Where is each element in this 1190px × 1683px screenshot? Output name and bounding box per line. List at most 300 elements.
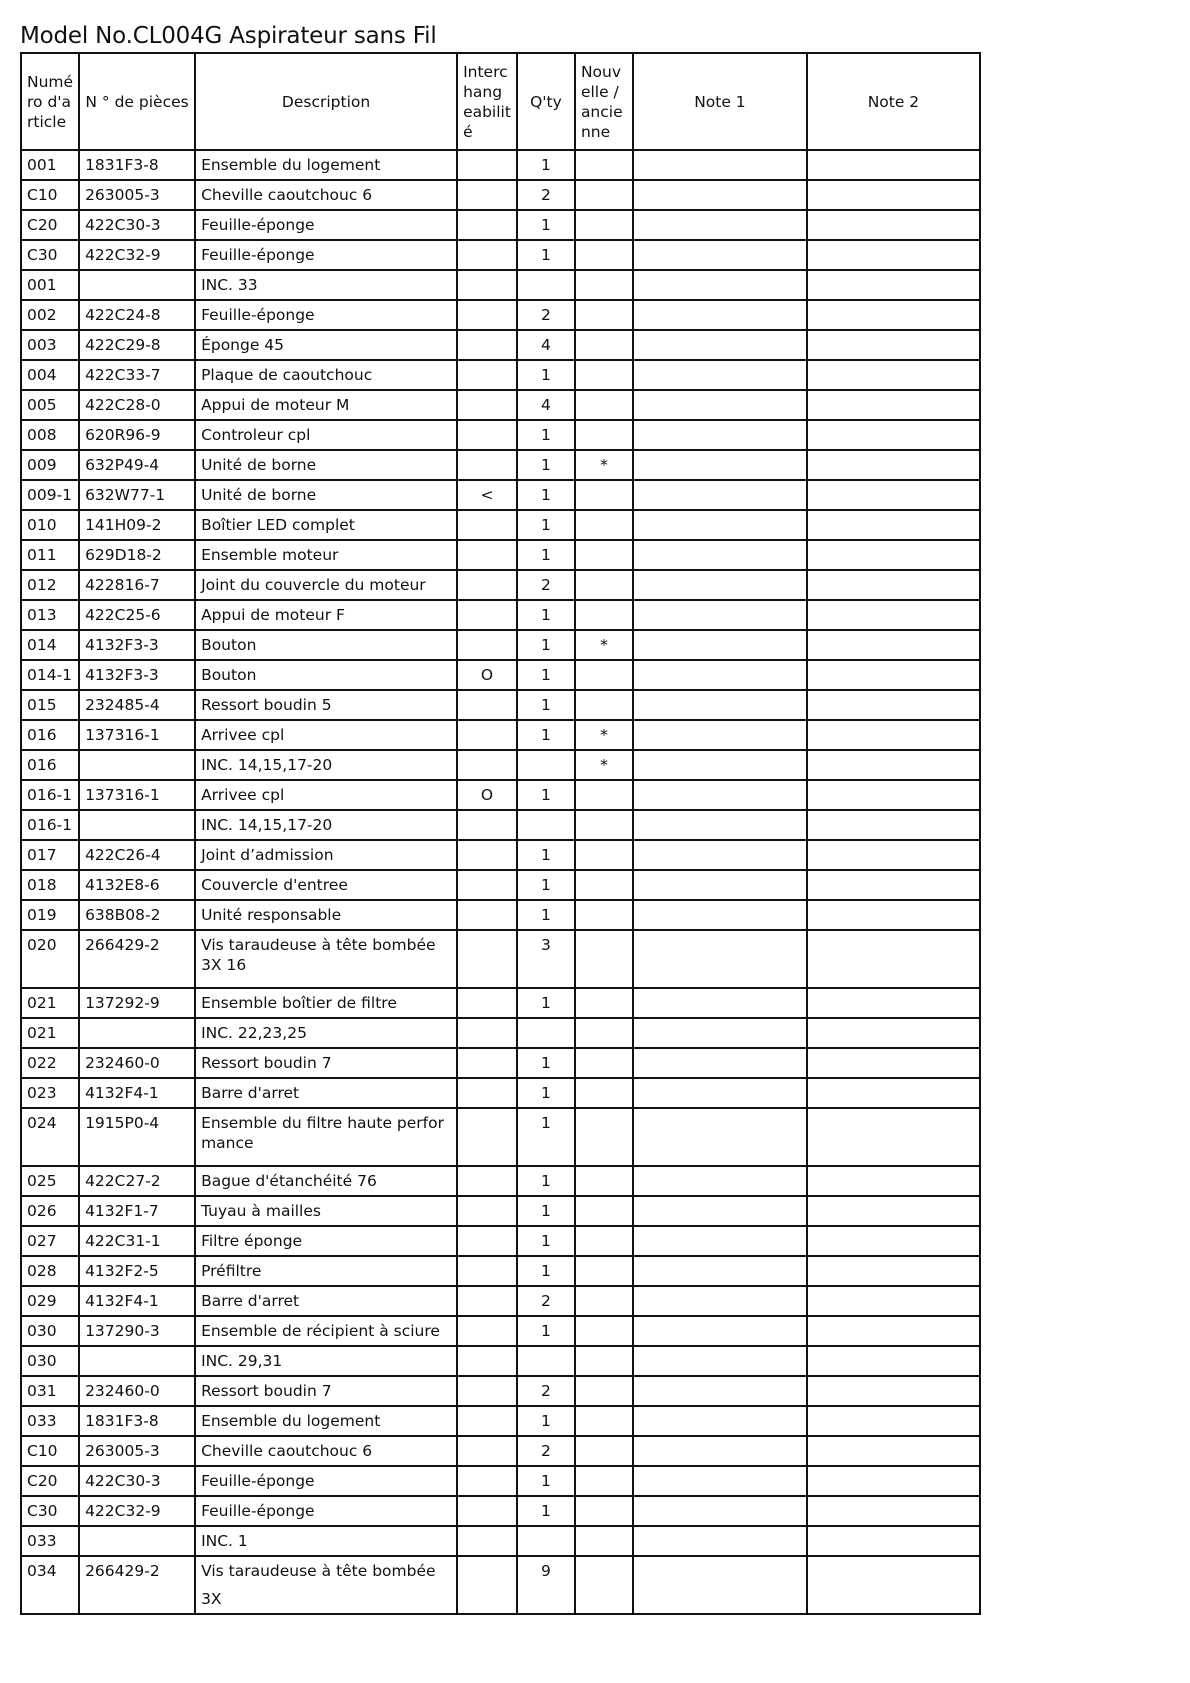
table-row xyxy=(21,720,980,750)
table-row xyxy=(21,510,980,540)
cell-note1 xyxy=(633,1078,807,1108)
cell-qty xyxy=(517,750,575,780)
table-row xyxy=(21,1108,980,1166)
cell-description: Appui de moteur M xyxy=(195,390,457,420)
header-interchangeability: Interc hang eabilit é xyxy=(457,53,517,150)
cell-new-old xyxy=(575,780,633,810)
cell-qty: 9 xyxy=(517,1556,575,1614)
cell-note1 xyxy=(633,270,807,300)
table-row xyxy=(21,780,980,810)
cell-note1 xyxy=(633,480,807,510)
cell-part-no: 422C32-9 xyxy=(79,240,195,270)
cell-qty: 1 xyxy=(517,1166,575,1196)
cell-qty: 1 xyxy=(517,1226,575,1256)
cell-description: Filtre éponge xyxy=(195,1226,457,1256)
cell-part-no xyxy=(79,750,195,780)
cell-description: Arrivee cpl xyxy=(195,780,457,810)
cell-item-no: 033 xyxy=(21,1406,79,1436)
table-row xyxy=(21,1256,980,1286)
cell-note2 xyxy=(807,450,980,480)
cell-item-no: 026 xyxy=(21,1196,79,1226)
table-row xyxy=(21,600,980,630)
cell-note1 xyxy=(633,330,807,360)
cell-qty: 2 xyxy=(517,180,575,210)
cell-new-old: * xyxy=(575,630,633,660)
cell-item-no: 014 xyxy=(21,630,79,660)
cell-note2 xyxy=(807,1346,980,1376)
cell-part-no: 137316-1 xyxy=(79,780,195,810)
cell-note2 xyxy=(807,720,980,750)
cell-new-old xyxy=(575,1166,633,1196)
table-row xyxy=(21,1466,980,1496)
cell-note2 xyxy=(807,1376,980,1406)
cell-new-old xyxy=(575,810,633,840)
header-note2: Note 2 xyxy=(807,53,980,150)
cell-item-no: 002 xyxy=(21,300,79,330)
cell-item-no: 030 xyxy=(21,1316,79,1346)
cell-interchangeability xyxy=(457,420,517,450)
header-new-old: Nouv elle / ancie nne xyxy=(575,53,633,150)
cell-note1 xyxy=(633,870,807,900)
table-row xyxy=(21,1196,980,1226)
cell-description: Ensemble boîtier de filtre xyxy=(195,988,457,1018)
cell-description: Joint d’admission xyxy=(195,840,457,870)
table-row xyxy=(21,300,980,330)
table-row xyxy=(21,630,980,660)
cell-interchangeability xyxy=(457,1166,517,1196)
cell-note1 xyxy=(633,1166,807,1196)
cell-description: Vis taraudeuse à tête bombée 3X 16 xyxy=(195,930,457,988)
table-row xyxy=(21,180,980,210)
cell-new-old xyxy=(575,1108,633,1166)
cell-qty: 2 xyxy=(517,1376,575,1406)
cell-qty: 2 xyxy=(517,570,575,600)
table-header-row xyxy=(21,53,980,150)
cell-note1 xyxy=(633,1018,807,1048)
cell-new-old xyxy=(575,1018,633,1048)
cell-item-no: 019 xyxy=(21,900,79,930)
cell-interchangeability: < xyxy=(457,480,517,510)
table-row xyxy=(21,1556,980,1614)
cell-item-no: 027 xyxy=(21,1226,79,1256)
cell-note1 xyxy=(633,1376,807,1406)
cell-interchangeability xyxy=(457,1556,517,1614)
cell-interchangeability xyxy=(457,1526,517,1556)
cell-note1 xyxy=(633,1286,807,1316)
cell-note1 xyxy=(633,1346,807,1376)
cell-item-no: 020 xyxy=(21,930,79,988)
cell-new-old xyxy=(575,420,633,450)
cell-qty: 1 xyxy=(517,1406,575,1436)
cell-note1 xyxy=(633,180,807,210)
cell-new-old xyxy=(575,930,633,988)
cell-description: Plaque de caoutchouc xyxy=(195,360,457,390)
cell-item-no: 024 xyxy=(21,1108,79,1166)
cell-interchangeability xyxy=(457,210,517,240)
cell-item-no: 029 xyxy=(21,1286,79,1316)
cell-part-no: 4132F1-7 xyxy=(79,1196,195,1226)
cell-qty: 1 xyxy=(517,720,575,750)
cell-description: Feuille-éponge xyxy=(195,1466,457,1496)
cell-description: Éponge 45 xyxy=(195,330,457,360)
cell-note2 xyxy=(807,1256,980,1286)
cell-description: Tuyau à mailles xyxy=(195,1196,457,1226)
cell-qty: 1 xyxy=(517,1196,575,1226)
cell-note1 xyxy=(633,1316,807,1346)
cell-qty: 1 xyxy=(517,900,575,930)
cell-note1 xyxy=(633,1526,807,1556)
cell-part-no: 4132F4-1 xyxy=(79,1286,195,1316)
cell-note1 xyxy=(633,1496,807,1526)
cell-new-old xyxy=(575,510,633,540)
cell-new-old xyxy=(575,1526,633,1556)
cell-qty: 1 xyxy=(517,1496,575,1526)
cell-description: Vis taraudeuse à tête bombée 3X xyxy=(195,1556,457,1614)
table-row xyxy=(21,1166,980,1196)
cell-qty xyxy=(517,1526,575,1556)
cell-interchangeability: O xyxy=(457,660,517,690)
cell-part-no: 141H09-2 xyxy=(79,510,195,540)
cell-qty: 1 xyxy=(517,780,575,810)
cell-part-no: 137316-1 xyxy=(79,720,195,750)
cell-qty: 1 xyxy=(517,1316,575,1346)
cell-new-old xyxy=(575,600,633,630)
cell-note2 xyxy=(807,750,980,780)
cell-interchangeability xyxy=(457,870,517,900)
cell-note1 xyxy=(633,1226,807,1256)
cell-note2 xyxy=(807,1496,980,1526)
cell-part-no: 632P49-4 xyxy=(79,450,195,480)
cell-part-no: 422816-7 xyxy=(79,570,195,600)
cell-interchangeability xyxy=(457,1108,517,1166)
table-row xyxy=(21,270,980,300)
cell-part-no: 232485-4 xyxy=(79,690,195,720)
cell-part-no xyxy=(79,1526,195,1556)
cell-new-old xyxy=(575,1196,633,1226)
cell-description: Bouton xyxy=(195,630,457,660)
cell-part-no xyxy=(79,810,195,840)
cell-description: Boîtier LED complet xyxy=(195,510,457,540)
cell-note1 xyxy=(633,988,807,1018)
cell-qty: 1 xyxy=(517,690,575,720)
cell-item-no: 009-1 xyxy=(21,480,79,510)
cell-new-old xyxy=(575,1346,633,1376)
cell-description: Bague d'étanchéité 76 xyxy=(195,1166,457,1196)
cell-item-no: 017 xyxy=(21,840,79,870)
cell-note1 xyxy=(633,1406,807,1436)
cell-qty: 1 xyxy=(517,420,575,450)
cell-interchangeability xyxy=(457,1406,517,1436)
cell-description: Ensemble moteur xyxy=(195,540,457,570)
cell-note2 xyxy=(807,1556,980,1614)
table-row xyxy=(21,330,980,360)
cell-item-no: 012 xyxy=(21,570,79,600)
cell-note1 xyxy=(633,510,807,540)
cell-note2 xyxy=(807,930,980,988)
cell-item-no: 016-1 xyxy=(21,780,79,810)
cell-part-no: 1831F3-8 xyxy=(79,1406,195,1436)
cell-note1 xyxy=(633,720,807,750)
cell-note1 xyxy=(633,540,807,570)
cell-note2 xyxy=(807,1406,980,1436)
cell-item-no: C10 xyxy=(21,1436,79,1466)
cell-note2 xyxy=(807,270,980,300)
cell-interchangeability xyxy=(457,180,517,210)
cell-description: Feuille-éponge xyxy=(195,240,457,270)
cell-description: Couvercle d'entree xyxy=(195,870,457,900)
cell-interchangeability xyxy=(457,330,517,360)
cell-note2 xyxy=(807,1078,980,1108)
cell-interchangeability xyxy=(457,1256,517,1286)
table-row xyxy=(21,1316,980,1346)
cell-item-no: 021 xyxy=(21,1018,79,1048)
cell-new-old xyxy=(575,540,633,570)
cell-interchangeability xyxy=(457,150,517,180)
table-row xyxy=(21,870,980,900)
cell-interchangeability xyxy=(457,240,517,270)
cell-description: Ressort boudin 7 xyxy=(195,1376,457,1406)
cell-description: Unité de borne xyxy=(195,450,457,480)
cell-qty: 1 xyxy=(517,840,575,870)
cell-note2 xyxy=(807,180,980,210)
cell-note2 xyxy=(807,780,980,810)
cell-part-no: 422C30-3 xyxy=(79,1466,195,1496)
cell-new-old xyxy=(575,1256,633,1286)
table-row xyxy=(21,1526,980,1556)
cell-item-no: C20 xyxy=(21,1466,79,1496)
cell-qty xyxy=(517,1018,575,1048)
header-note1: Note 1 xyxy=(633,53,807,150)
cell-new-old xyxy=(575,330,633,360)
cell-part-no: 422C32-9 xyxy=(79,1496,195,1526)
cell-note1 xyxy=(633,1436,807,1466)
cell-item-no: 018 xyxy=(21,870,79,900)
cell-new-old xyxy=(575,870,633,900)
cell-qty: 1 xyxy=(517,450,575,480)
cell-interchangeability xyxy=(457,630,517,660)
cell-note1 xyxy=(633,360,807,390)
cell-new-old xyxy=(575,150,633,180)
cell-item-no: 016-1 xyxy=(21,810,79,840)
cell-item-no: 025 xyxy=(21,1166,79,1196)
cell-part-no: 4132F3-3 xyxy=(79,630,195,660)
table-row xyxy=(21,240,980,270)
cell-interchangeability xyxy=(457,300,517,330)
cell-note2 xyxy=(807,1526,980,1556)
cell-description: Feuille-éponge xyxy=(195,1496,457,1526)
cell-part-no: 266429-2 xyxy=(79,1556,195,1614)
cell-qty xyxy=(517,810,575,840)
header-description: Description xyxy=(195,53,457,150)
cell-part-no: 422C29-8 xyxy=(79,330,195,360)
table-row xyxy=(21,900,980,930)
cell-qty xyxy=(517,270,575,300)
table-row xyxy=(21,1406,980,1436)
cell-part-no: 232460-0 xyxy=(79,1048,195,1078)
cell-interchangeability xyxy=(457,1196,517,1226)
cell-qty: 2 xyxy=(517,1286,575,1316)
cell-new-old xyxy=(575,1556,633,1614)
cell-note2 xyxy=(807,570,980,600)
cell-item-no: 023 xyxy=(21,1078,79,1108)
table-row xyxy=(21,660,980,690)
cell-qty: 1 xyxy=(517,1048,575,1078)
cell-interchangeability xyxy=(457,810,517,840)
cell-qty: 1 xyxy=(517,540,575,570)
cell-note2 xyxy=(807,540,980,570)
cell-note1 xyxy=(633,690,807,720)
cell-interchangeability xyxy=(457,690,517,720)
table-row xyxy=(21,750,980,780)
cell-qty: 1 xyxy=(517,1078,575,1108)
cell-item-no: 014-1 xyxy=(21,660,79,690)
cell-new-old xyxy=(575,570,633,600)
cell-note2 xyxy=(807,630,980,660)
cell-item-no: 005 xyxy=(21,390,79,420)
parts-table xyxy=(20,52,981,1615)
cell-interchangeability xyxy=(457,900,517,930)
cell-item-no: 030 xyxy=(21,1346,79,1376)
cell-note1 xyxy=(633,840,807,870)
parts-table-body xyxy=(21,150,980,1614)
cell-qty: 3 xyxy=(517,930,575,988)
cell-description: INC. 33 xyxy=(195,270,457,300)
cell-new-old xyxy=(575,300,633,330)
cell-interchangeability xyxy=(457,1048,517,1078)
cell-note1 xyxy=(633,570,807,600)
cell-item-no: 021 xyxy=(21,988,79,1018)
cell-new-old xyxy=(575,1436,633,1466)
cell-interchangeability xyxy=(457,510,517,540)
table-row xyxy=(21,988,980,1018)
cell-note1 xyxy=(633,900,807,930)
cell-note1 xyxy=(633,420,807,450)
cell-note1 xyxy=(633,450,807,480)
cell-note1 xyxy=(633,1256,807,1286)
cell-note2 xyxy=(807,1196,980,1226)
cell-item-no: 031 xyxy=(21,1376,79,1406)
cell-note2 xyxy=(807,240,980,270)
cell-item-no: 016 xyxy=(21,750,79,780)
cell-note2 xyxy=(807,390,980,420)
cell-part-no: 4132E8-6 xyxy=(79,870,195,900)
cell-note1 xyxy=(633,300,807,330)
cell-note1 xyxy=(633,930,807,988)
cell-interchangeability xyxy=(457,1436,517,1466)
cell-part-no: 422C33-7 xyxy=(79,360,195,390)
table-row xyxy=(21,1078,980,1108)
cell-note2 xyxy=(807,1048,980,1078)
cell-note1 xyxy=(633,810,807,840)
cell-note2 xyxy=(807,660,980,690)
cell-new-old xyxy=(575,1376,633,1406)
cell-part-no: 4132F3-3 xyxy=(79,660,195,690)
cell-part-no: 620R96-9 xyxy=(79,420,195,450)
table-row xyxy=(21,1286,980,1316)
cell-interchangeability xyxy=(457,1376,517,1406)
cell-note1 xyxy=(633,240,807,270)
cell-note2 xyxy=(807,420,980,450)
cell-new-old: * xyxy=(575,720,633,750)
cell-new-old xyxy=(575,840,633,870)
cell-description: Ensemble du filtre haute perfor mance xyxy=(195,1108,457,1166)
cell-description: Ressort boudin 5 xyxy=(195,690,457,720)
cell-qty: 1 xyxy=(517,150,575,180)
cell-note1 xyxy=(633,1556,807,1614)
cell-description: INC. 14,15,17-20 xyxy=(195,810,457,840)
table-row xyxy=(21,480,980,510)
table-row xyxy=(21,690,980,720)
table-row xyxy=(21,1436,980,1466)
cell-part-no: 232460-0 xyxy=(79,1376,195,1406)
cell-item-no: 008 xyxy=(21,420,79,450)
cell-part-no: 4132F2-5 xyxy=(79,1256,195,1286)
cell-note2 xyxy=(807,1108,980,1166)
cell-interchangeability xyxy=(457,540,517,570)
cell-part-no: 422C26-4 xyxy=(79,840,195,870)
cell-qty: 1 xyxy=(517,600,575,630)
cell-description: INC. 14,15,17-20 xyxy=(195,750,457,780)
cell-note1 xyxy=(633,600,807,630)
cell-description: Ensemble du logement xyxy=(195,1406,457,1436)
cell-note1 xyxy=(633,780,807,810)
cell-note2 xyxy=(807,600,980,630)
cell-interchangeability xyxy=(457,720,517,750)
cell-new-old xyxy=(575,988,633,1018)
cell-description: Joint du couvercle du moteur xyxy=(195,570,457,600)
cell-part-no: 1915P0-4 xyxy=(79,1108,195,1166)
cell-part-no: 1831F3-8 xyxy=(79,150,195,180)
cell-description: Bouton xyxy=(195,660,457,690)
cell-description: Unité de borne xyxy=(195,480,457,510)
cell-note2 xyxy=(807,300,980,330)
cell-note1 xyxy=(633,390,807,420)
cell-description: Cheville caoutchouc 6 xyxy=(195,180,457,210)
cell-item-no: 001 xyxy=(21,150,79,180)
cell-qty xyxy=(517,1346,575,1376)
cell-note2 xyxy=(807,360,980,390)
cell-item-no: 016 xyxy=(21,720,79,750)
cell-item-no: 034 xyxy=(21,1556,79,1614)
cell-interchangeability xyxy=(457,1018,517,1048)
cell-note2 xyxy=(807,690,980,720)
cell-qty: 1 xyxy=(517,660,575,690)
cell-item-no: 003 xyxy=(21,330,79,360)
cell-description: Ensemble du logement xyxy=(195,150,457,180)
cell-note2 xyxy=(807,150,980,180)
cell-part-no: 638B08-2 xyxy=(79,900,195,930)
cell-item-no: 011 xyxy=(21,540,79,570)
cell-description: Barre d'arret xyxy=(195,1078,457,1108)
table-row xyxy=(21,1048,980,1078)
cell-interchangeability: O xyxy=(457,780,517,810)
cell-part-no: 422C25-6 xyxy=(79,600,195,630)
cell-new-old xyxy=(575,1316,633,1346)
cell-note2 xyxy=(807,210,980,240)
cell-interchangeability xyxy=(457,930,517,988)
cell-new-old xyxy=(575,480,633,510)
cell-interchangeability xyxy=(457,988,517,1018)
table-row xyxy=(21,420,980,450)
cell-new-old xyxy=(575,660,633,690)
cell-part-no: 422C31-1 xyxy=(79,1226,195,1256)
cell-item-no: 010 xyxy=(21,510,79,540)
cell-description: Unité responsable xyxy=(195,900,457,930)
cell-item-no: 022 xyxy=(21,1048,79,1078)
cell-part-no: 263005-3 xyxy=(79,1436,195,1466)
table-row xyxy=(21,1018,980,1048)
cell-description: INC. 1 xyxy=(195,1526,457,1556)
